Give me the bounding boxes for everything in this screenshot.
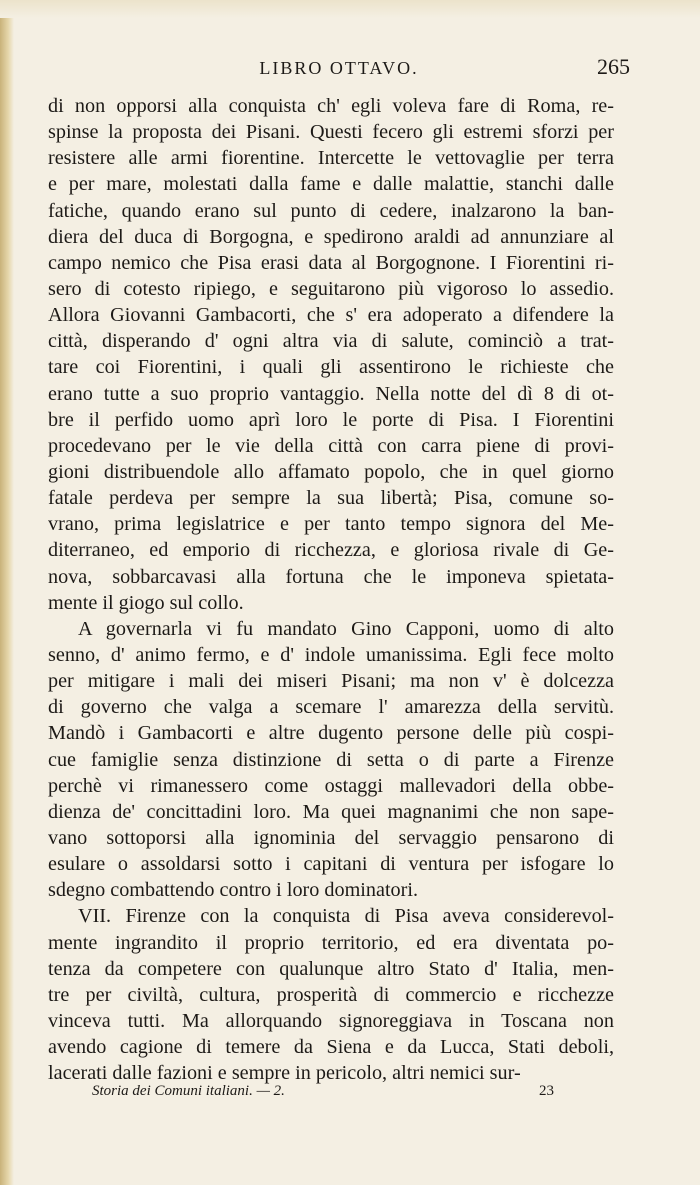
text-line: dienza de' concittadini loro. Ma quei magnanimi che non sape-: [48, 800, 614, 823]
text-line: mente ingrandito il proprio territorio, ed era diventata po-: [48, 931, 614, 954]
text-line: di non opporsi alla conquista ch' egli voleva fare di Roma, re-: [48, 95, 614, 117]
text-line: e per mare, molestati dalla fame e dalle malattie, stanchi dalle: [48, 173, 614, 196]
page-header: [48, 54, 630, 88]
text-line: tenza da competere con qualunque altro Stato d' Italia, men-: [48, 957, 614, 980]
text-line: diera del duca di Borgogna, e spedirono araldi ad annunziare al: [48, 225, 614, 248]
signature-mark: 23: [539, 1083, 554, 1099]
text-line: diterraneo, ed emporio di ricchezza, e gloriosa rivale di Ge-: [48, 539, 614, 562]
text-line: sero di cotesto ripiego, e seguitarono più vigoroso lo assedio.: [48, 277, 614, 300]
body-text: [48, 93, 614, 1086]
text-line: vrano, prima legislatrice e per tanto tempo signora del Me-: [48, 513, 614, 536]
paragraph: [48, 616, 614, 904]
paragraph: [48, 903, 614, 1086]
text-line: campo nemico che Pisa erasi data al Borgognone. I Fiorentini ri-: [48, 251, 614, 274]
text-line: senno, d' animo fermo, e d' indole umanissima. Egli fece molto: [48, 643, 614, 666]
text-line: procedevano per le vie della città con carra piene di provi-: [48, 434, 614, 457]
page-top-edge: [0, 0, 700, 18]
text-line: esulare o assoldarsi sotto i capitani di ventura per isfogare lo: [48, 853, 614, 876]
text-line: lacerati dalle fazioni e sempre in pericolo, altri nemici sur-: [48, 1062, 521, 1085]
text-line: per mitigare i mali dei miseri Pisani; ma non v' è dolcezza: [48, 670, 614, 693]
text-line: avendo cagione di temere da Siena e da Lucca, Stati deboli,: [48, 1036, 614, 1059]
text-line: gioni distribuendole allo affamato popolo, che in quel giorno: [48, 460, 614, 483]
text-line: tare coi Fiorentini, i quali gli assentirono le richieste che: [48, 356, 614, 379]
text-line: A governarla vi fu mandato Gino Capponi, uomo di alto: [78, 617, 614, 640]
text-line: fatale perdeva per sempre la sua libertà; Pisa, comune so-: [48, 487, 614, 510]
paragraph: [48, 93, 614, 616]
text-line: Allora Giovanni Gambacorti, che s' era adoperato a difendere la: [48, 304, 614, 327]
text-line: vinceva tutti. Ma allorquando signoreggiava in Toscana non: [48, 1009, 614, 1032]
text-line: cue famiglie senza distinzione di setta o di parte a Firenze: [48, 748, 614, 771]
text-line: mente il giogo sul collo.: [48, 591, 244, 614]
page-binding-edge: [0, 0, 14, 1185]
text-line: spinse la proposta dei Pisani. Questi fecero gli estremi sforzi per: [48, 121, 614, 144]
running-title: LIBRO OTTAVO.: [259, 58, 419, 78]
text-line: VII. Firenze con la conquista di Pisa aveva considerevol-: [78, 905, 614, 928]
text-line: città, disperando d' ogni altra via di salute, cominciò a trat-: [48, 330, 614, 353]
text-line: fatiche, quando erano sul punto di cedere, inalzarono la ban-: [48, 199, 614, 222]
text-line: tre per civiltà, cultura, prosperità di commercio e ricchezze: [48, 983, 614, 1006]
text-line: resistere alle armi fiorentine. Intercette le vettovaglie per terra: [48, 147, 614, 170]
text-line: perchè vi rimanessero come ostaggi mallevadori della obbe-: [48, 774, 614, 797]
text-line: erano tutte a suo proprio vantaggio. Nella notte del dì 8 di ot-: [48, 382, 614, 405]
text-line: bre il perfido uomo aprì loro le porte di Pisa. I Fiorentini: [48, 408, 614, 431]
text-line: vano sottoporsi alla ignominia del servaggio pensarono di: [48, 826, 614, 849]
text-line: sdegno combattendo contro i loro dominatori.: [48, 879, 419, 902]
text-line: Mandò i Gambacorti e altre dugento persone delle più cospi-: [48, 722, 614, 745]
text-line: nova, sobbarcavasi alla fortuna che le imponeva spietata-: [48, 565, 614, 588]
text-line: di governo che valga a scemare l' amarezza della servitù.: [48, 696, 614, 719]
footer-book-title: Storia dei Comuni italiani. — 2.: [92, 1083, 285, 1099]
page-footer: [92, 1083, 554, 1105]
page-number: 265: [597, 54, 630, 79]
